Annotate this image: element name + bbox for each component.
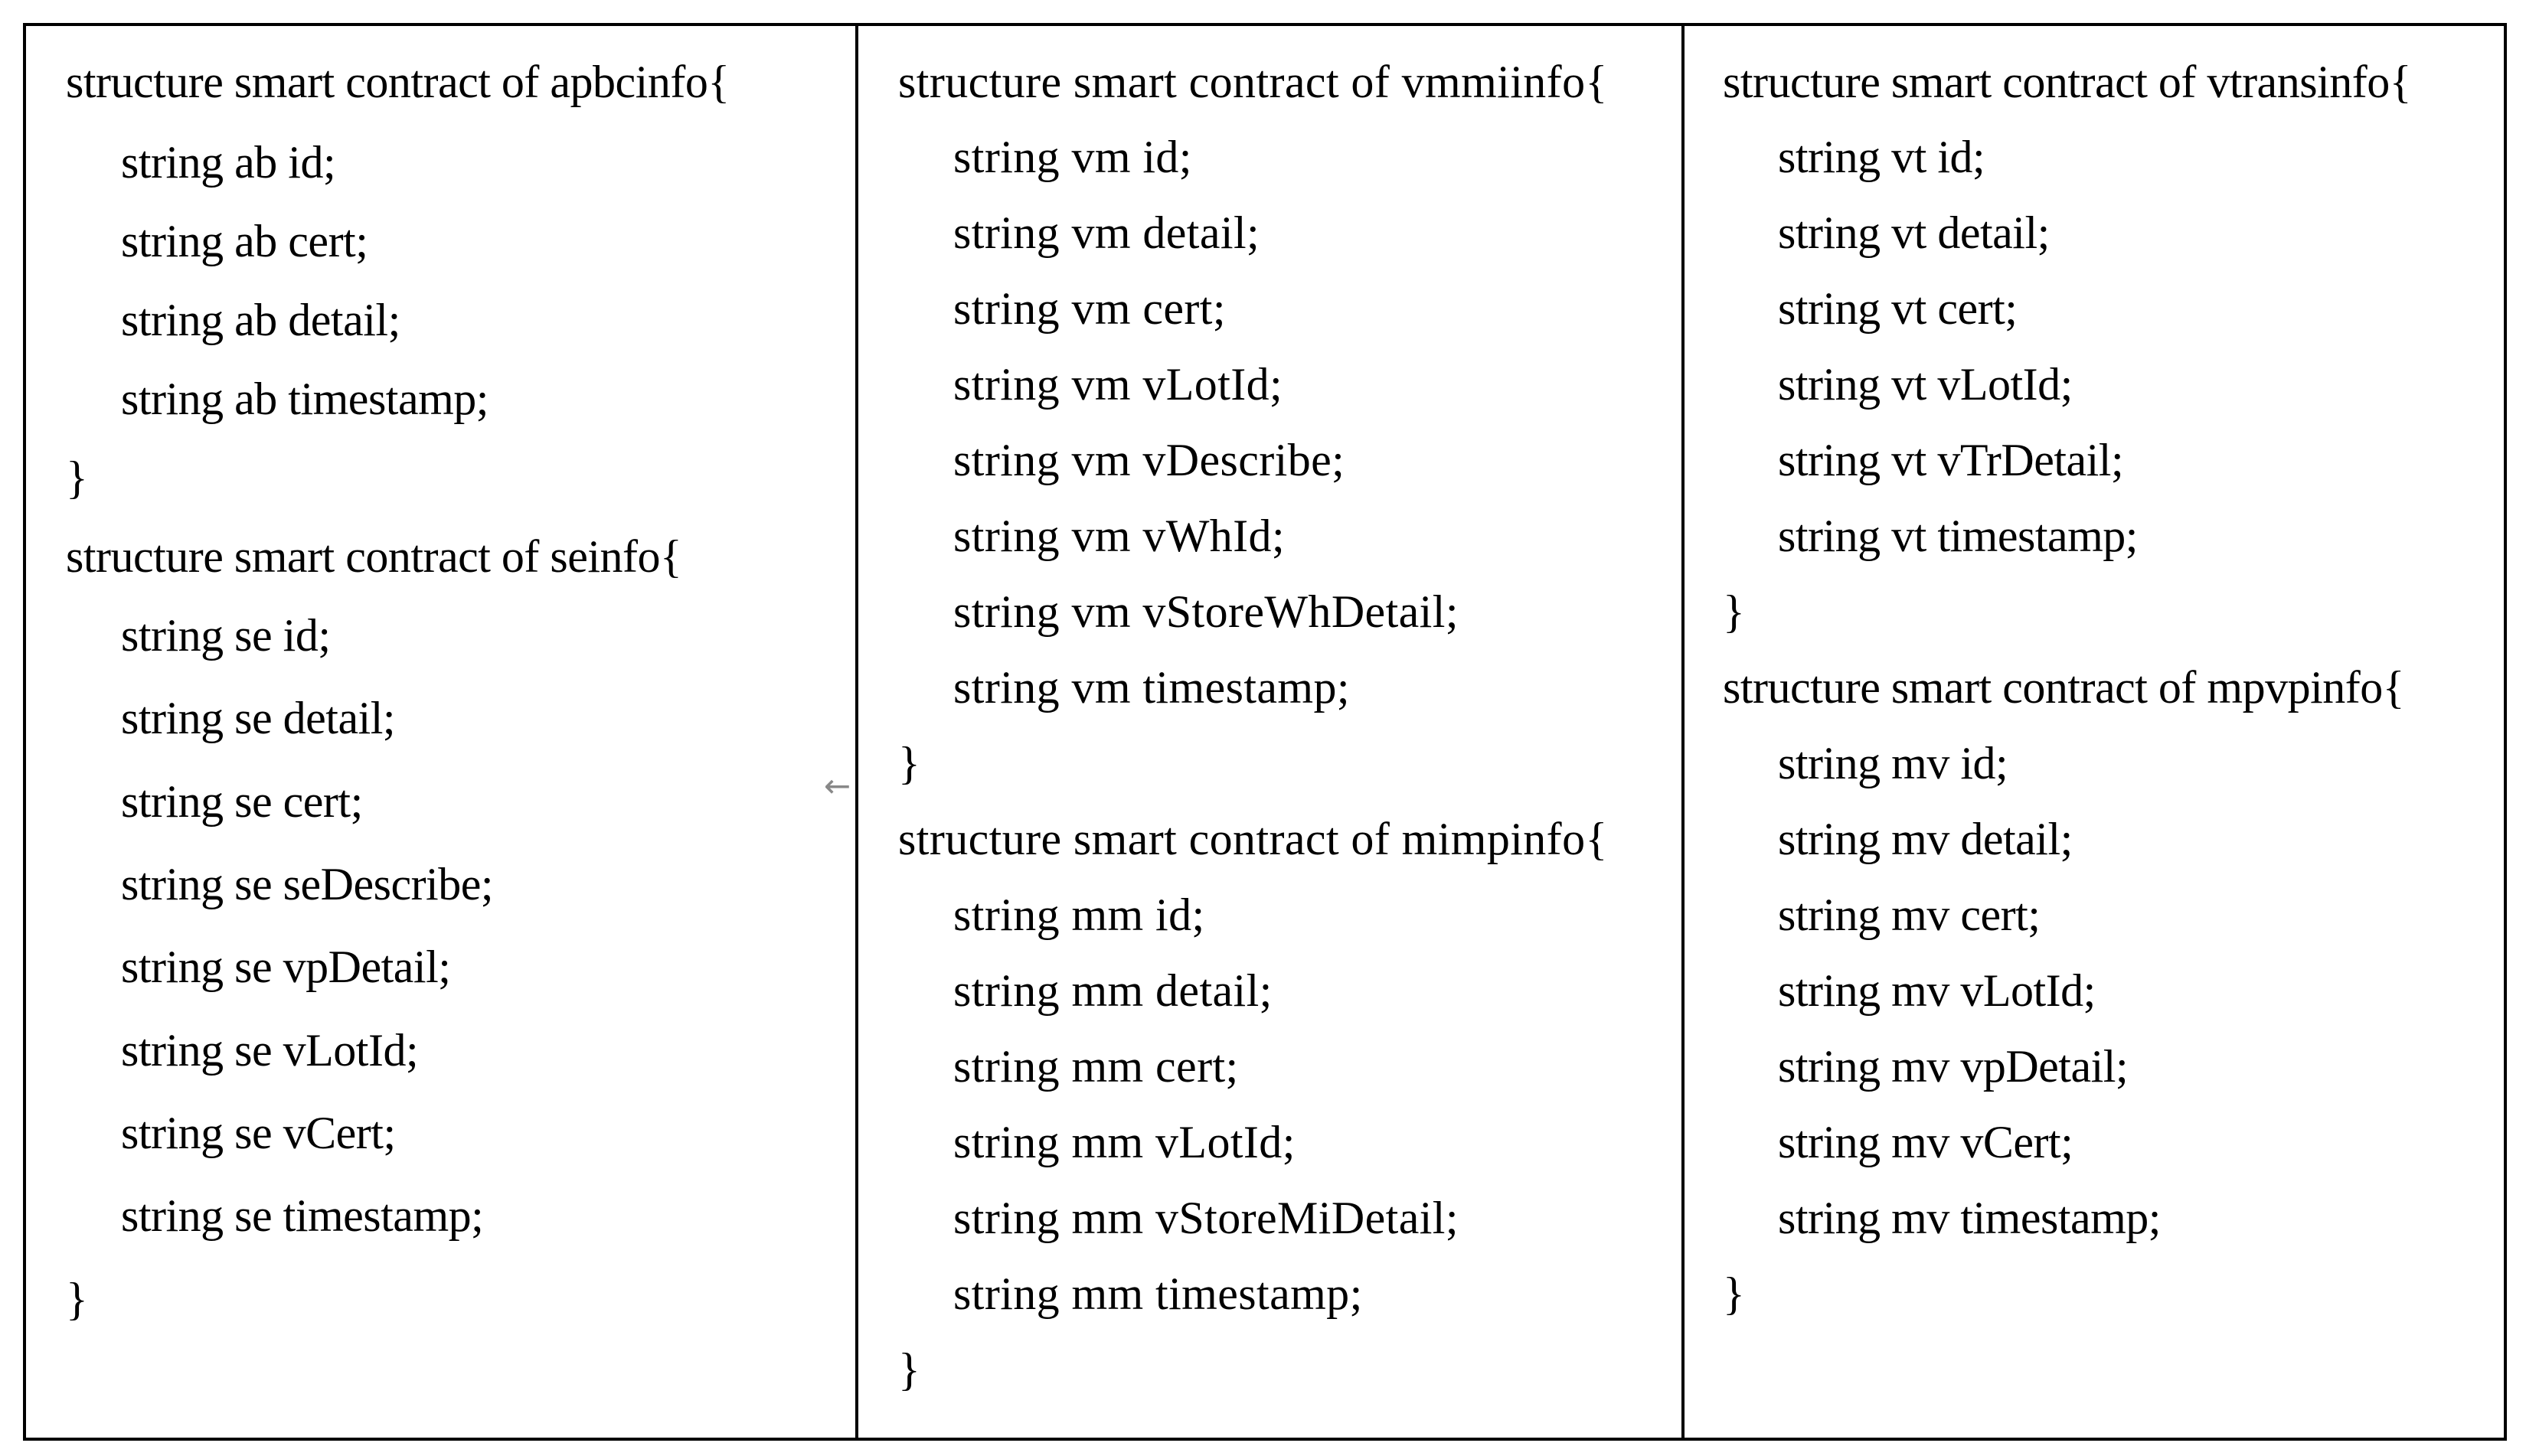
struct-header-apbcinfo: structure smart contract of apbcinfo{: [66, 57, 730, 107]
field-line: string mv timestamp;: [1778, 1193, 2161, 1243]
struct-close-brace: }: [66, 1274, 88, 1324]
field-line: string mv id;: [1778, 738, 2008, 788]
field-line: string mv detail;: [1778, 814, 2073, 864]
field-line: string se vCert;: [121, 1108, 396, 1158]
field-line: string mv cert;: [1778, 890, 2041, 940]
field-line: string se detail;: [121, 693, 396, 743]
field-line: string vm vLotId;: [953, 359, 1283, 410]
field-line: string mv vLotId;: [1778, 965, 2096, 1016]
field-line: string vm timestamp;: [953, 662, 1350, 713]
field-line: string vt id;: [1778, 132, 1985, 182]
field-line: string se timestamp;: [121, 1190, 484, 1241]
struct-header-mimpinfo: structure smart contract of mimpinfo{: [898, 814, 1608, 864]
struct-close-brace: }: [898, 1344, 921, 1395]
struct-close-brace: }: [1723, 586, 1745, 637]
field-line: string ab detail;: [121, 295, 400, 345]
field-line: string vm detail;: [953, 207, 1260, 258]
field-line: string mm id;: [953, 890, 1205, 940]
table-column-1: [26, 26, 858, 1438]
field-line: string vm vStoreWhDetail;: [953, 586, 1459, 637]
struct-header-mpvpinfo: structure smart contract of mpvpinfo{: [1723, 662, 2405, 713]
field-line: string vt cert;: [1778, 283, 2018, 334]
field-line: string mv vCert;: [1778, 1117, 2073, 1167]
field-line: string vt detail;: [1778, 207, 2050, 258]
code-table: [23, 23, 2507, 1441]
field-line: string vm cert;: [953, 283, 1226, 334]
field-line: string vm vWhId;: [953, 511, 1286, 561]
table-column-2: [858, 26, 1685, 1438]
struct-close-brace: }: [1723, 1268, 1745, 1319]
field-line: string vt timestamp;: [1778, 511, 2138, 561]
field-line: string mm vStoreMiDetail;: [953, 1193, 1459, 1243]
struct-close-brace: }: [66, 452, 88, 503]
field-line: string ab cert;: [121, 216, 368, 266]
struct-header-seinfo: structure smart contract of seinfo{: [66, 531, 682, 582]
field-line: string se id;: [121, 610, 331, 661]
table-column-3: [1685, 26, 2504, 1438]
field-line: string ab timestamp;: [121, 374, 489, 424]
field-line: string mm detail;: [953, 965, 1273, 1016]
field-line: string se vpDetail;: [121, 942, 451, 992]
struct-header-vmmiinfo: structure smart contract of vmmiinfo{: [898, 57, 1608, 107]
field-line: string mm vLotId;: [953, 1117, 1296, 1167]
field-line: string vt vLotId;: [1778, 359, 2073, 410]
struct-header-vtransinfo: structure smart contract of vtransinfo{: [1723, 57, 2411, 107]
field-line: string mv vpDetail;: [1778, 1041, 2129, 1092]
field-line: string vm id;: [953, 132, 1192, 182]
field-line: string se cert;: [121, 776, 363, 827]
field-line: string vm vDescribe;: [953, 435, 1345, 485]
field-line: string se vLotId;: [121, 1025, 419, 1076]
return-arrow-icon: ←: [824, 767, 851, 805]
field-line: string ab id;: [121, 137, 336, 188]
field-line: string se seDescribe;: [121, 859, 494, 909]
field-line: string vt vTrDetail;: [1778, 435, 2124, 485]
struct-close-brace: }: [898, 738, 921, 788]
field-line: string mm timestamp;: [953, 1268, 1363, 1319]
field-line: string mm cert;: [953, 1041, 1239, 1092]
